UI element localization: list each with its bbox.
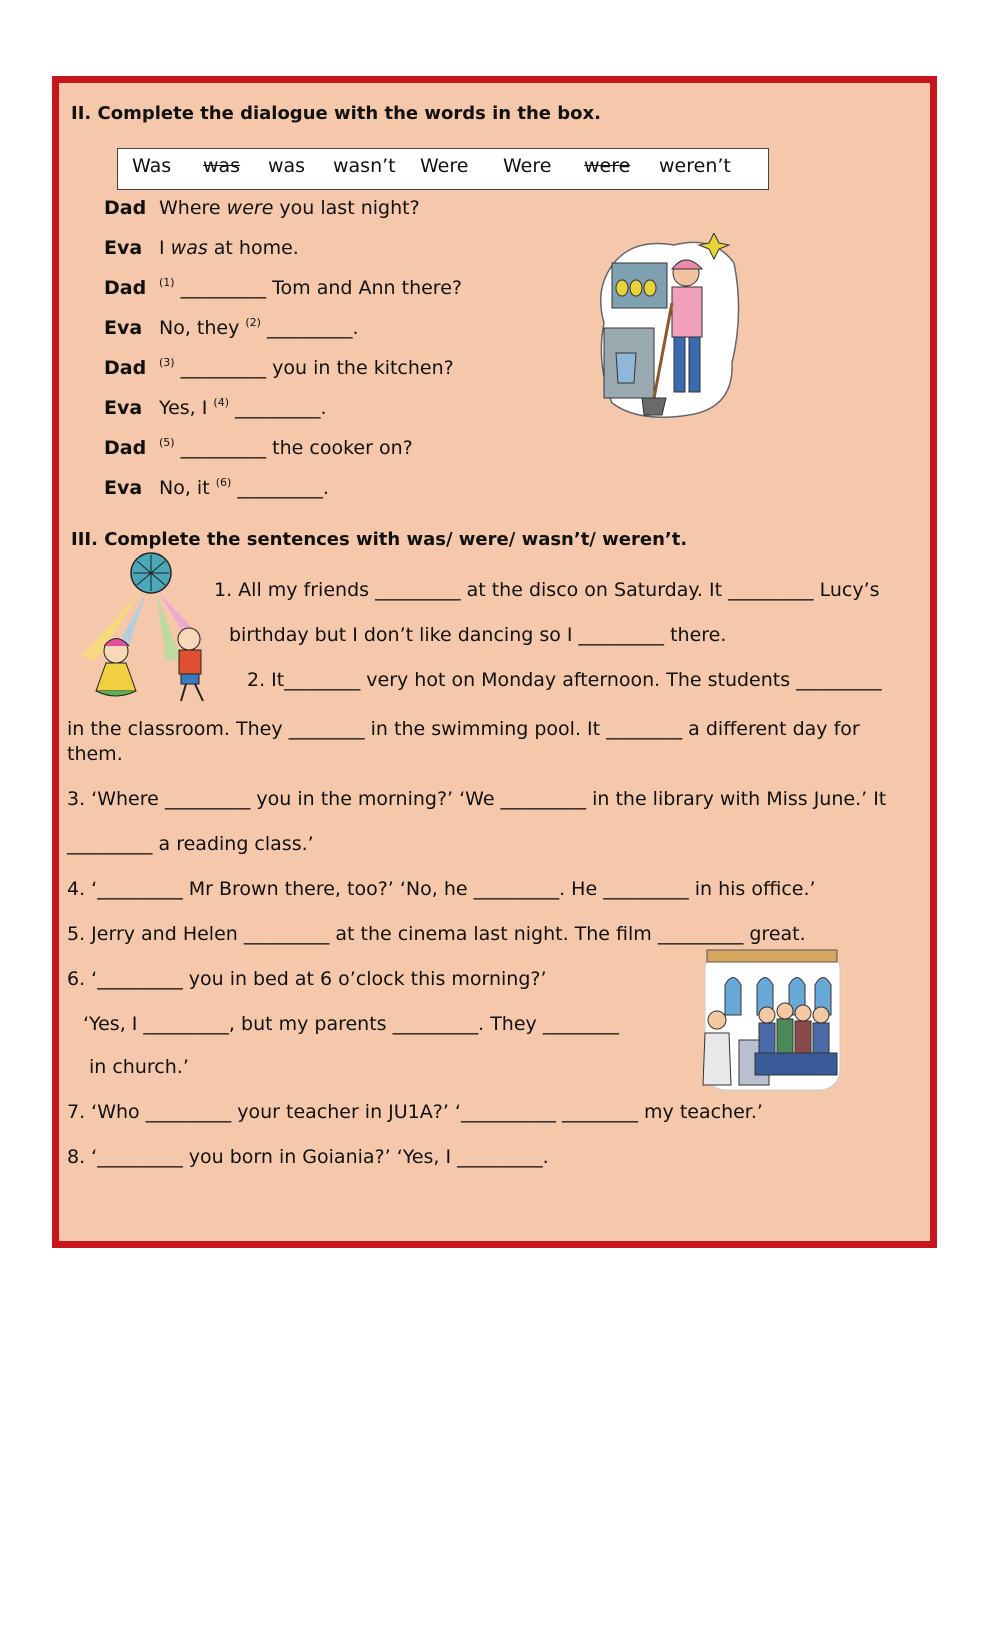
dialogue-line <box>159 237 299 259</box>
dialogue-line <box>159 437 413 459</box>
dialogue-speaker: Dad <box>104 277 147 299</box>
word-box-item: weren’t <box>659 155 731 177</box>
dialogue-line <box>159 277 462 299</box>
dialogue-text: No, it <box>159 477 216 499</box>
dialogue-text[interactable]: _________. <box>229 397 327 419</box>
dialogue-text: Where <box>159 197 227 219</box>
dialogue-text: I <box>159 237 171 259</box>
dialogue-emphasis: were <box>226 197 274 219</box>
blank-number: (6) <box>215 476 232 489</box>
blank-number: (4) <box>213 396 229 409</box>
exercise-line[interactable]: 8. ‘_________ you born in Goiania?’ ‘Yes, I _________. <box>67 1146 549 1168</box>
exercise-line: them. <box>67 743 123 765</box>
word-box-item: Were <box>503 155 552 177</box>
exercise-line[interactable]: 3. ‘Where _________ you in the morning?’ ‘We _________ in the library with Miss June.’ It <box>67 788 887 810</box>
dialogue-speaker: Dad <box>104 357 147 379</box>
exercise-line[interactable]: 7. ‘Who _________ your teacher in JU1A?’ ‘__________ ________ my teacher.’ <box>67 1101 763 1123</box>
church-scene-illustration <box>697 945 847 1095</box>
dialogue-line <box>159 317 359 339</box>
kitchen-cleaning-illustration <box>594 233 744 423</box>
exercise-line: in church.’ <box>89 1056 189 1078</box>
blank-number: (5) <box>159 436 175 449</box>
dialogue-text: Yes, I <box>159 397 214 419</box>
dialogue-line <box>159 197 420 219</box>
dialogue-line <box>159 477 329 499</box>
word-box-item: wasn’t <box>333 155 396 177</box>
blank-number: (1) <box>159 276 175 289</box>
dialogue-line <box>159 357 454 379</box>
exercise-line[interactable]: birthday but I don’t like dancing so I _________ there. <box>229 624 727 646</box>
word-box-item-struck: were <box>584 155 631 177</box>
section-3-heading: III. Complete the sentences with was/ were/ wasn’t/ weren’t. <box>71 529 688 550</box>
word-box-item: Were <box>420 155 469 177</box>
word-box-item: Was <box>132 155 172 177</box>
dialogue-text[interactable]: _________ you in the kitchen? <box>174 357 454 379</box>
dialogue-speaker: Dad <box>104 437 147 459</box>
word-box-item: was <box>268 155 306 177</box>
dialogue-speaker: Dad <box>104 197 147 219</box>
disco-dancers-illustration <box>71 551 231 711</box>
dialogue-emphasis: was <box>170 237 208 259</box>
dialogue-speaker: Eva <box>104 317 143 339</box>
exercise-line[interactable]: 6. ‘_________ you in bed at 6 o’clock this morning?’ <box>67 968 547 990</box>
dialogue-text[interactable]: _________. <box>260 317 359 339</box>
dialogue-speaker: Eva <box>104 477 143 499</box>
dialogue-text: you last night? <box>273 197 420 219</box>
word-box-item-struck: was <box>203 155 241 177</box>
exercise-line[interactable]: 2. It________ very hot on Monday afternoon. The students _________ <box>247 669 882 691</box>
exercise-line[interactable]: 4. ‘_________ Mr Brown there, too?’ ‘No, he _________. He _________ in his office.’ <box>67 878 816 900</box>
exercise-line[interactable]: 1. All my friends _________ at the disco on Saturday. It _________ Lucy’s <box>214 579 880 601</box>
dialogue-text: at home. <box>207 237 299 259</box>
exercise-line[interactable]: 5. Jerry and Helen _________ at the cinema last night. The film _________ great. <box>67 923 806 945</box>
dialogue-text[interactable]: _________ the cooker on? <box>174 437 413 459</box>
word-box <box>117 148 769 190</box>
dialogue-text[interactable]: _________. <box>231 477 329 499</box>
worksheet-panel <box>52 76 937 1248</box>
exercise-line[interactable]: in the classroom. They ________ in the swimming pool. It ________ a different day for <box>67 718 860 740</box>
exercise-line[interactable]: ‘Yes, I _________, but my parents _________. They ________ <box>83 1013 619 1035</box>
dialogue-speaker: Eva <box>104 237 143 259</box>
dialogue-text[interactable]: _________ Tom and Ann there? <box>174 277 462 299</box>
dialogue-line <box>159 397 327 419</box>
blank-number: (3) <box>159 356 175 369</box>
dialogue-speaker: Eva <box>104 397 143 419</box>
blank-number: (2) <box>245 316 261 329</box>
section-2-heading: II. Complete the dialogue with the words in the box. <box>71 103 601 124</box>
exercise-line[interactable]: _________ a reading class.’ <box>67 833 314 855</box>
dialogue-text: No, they <box>159 317 246 339</box>
